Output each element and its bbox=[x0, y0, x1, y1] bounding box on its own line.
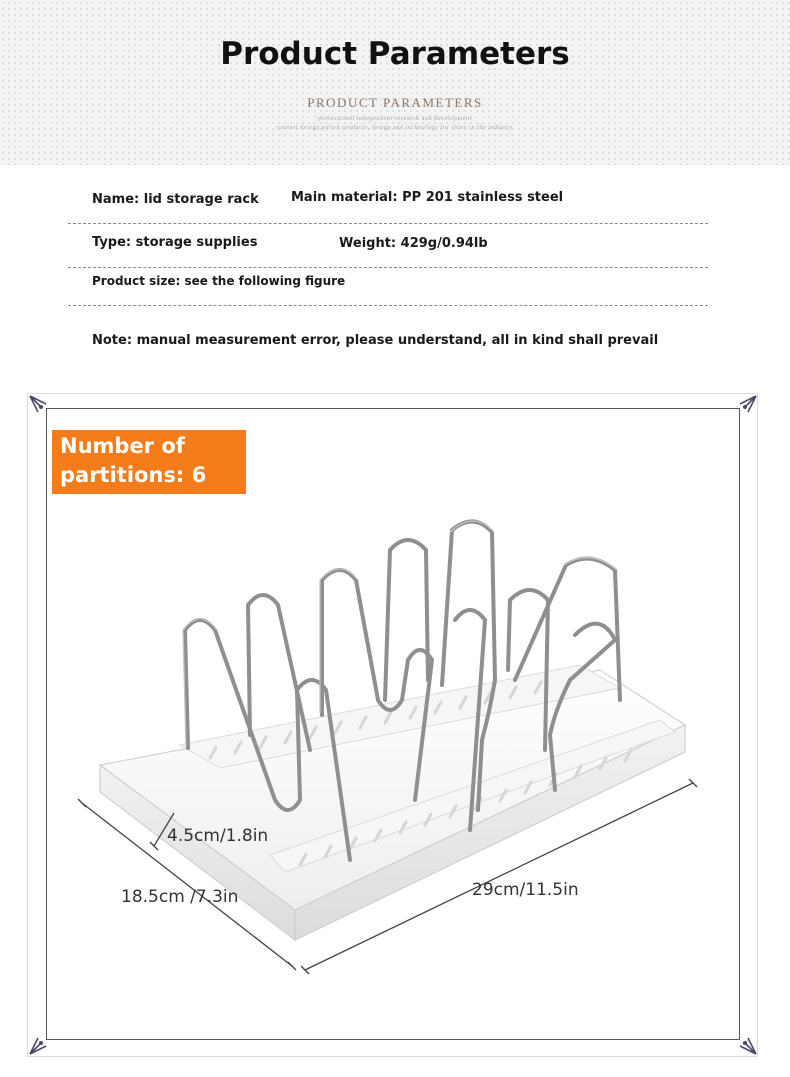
param-size: Product size: see the following figure bbox=[92, 274, 346, 288]
partitions-badge bbox=[52, 430, 246, 494]
page-title: Product Parameters bbox=[220, 36, 570, 72]
corner-ornament-icon bbox=[29, 1037, 47, 1055]
param-material: Main material: PP 201 stainless steel bbox=[291, 190, 564, 205]
tagline-2: earnest design polish products, design and technology for shine in the industry bbox=[277, 125, 513, 131]
page-subtitle: PRODUCT PARAMETERS bbox=[307, 95, 483, 110]
divider bbox=[68, 267, 708, 268]
corner-ornament-icon bbox=[739, 1037, 757, 1055]
param-weight: Weight: 429g/0.94lb bbox=[339, 236, 488, 251]
tagline-1: professional independent research and development bbox=[318, 116, 472, 122]
param-note: Note: manual measurement error, please understand, all in kind shall prevail bbox=[92, 333, 659, 348]
corner-ornament-icon bbox=[739, 395, 757, 413]
badge-line-2: partitions: 6 bbox=[60, 463, 207, 487]
badge-line-1: Number of bbox=[60, 434, 185, 458]
dimension-length: 29cm/11.5in bbox=[472, 880, 579, 900]
dimension-height: 4.5cm/1.8in bbox=[167, 826, 269, 846]
param-name: Name: lid storage rack bbox=[92, 192, 259, 207]
lid-rack-illustration bbox=[60, 500, 730, 990]
dimension-width: 18.5cm /7.3in bbox=[121, 887, 239, 907]
header-banner bbox=[0, 0, 790, 165]
divider bbox=[68, 305, 708, 306]
divider bbox=[68, 223, 708, 224]
param-type: Type: storage supplies bbox=[92, 235, 258, 250]
corner-ornament-icon bbox=[29, 395, 47, 413]
